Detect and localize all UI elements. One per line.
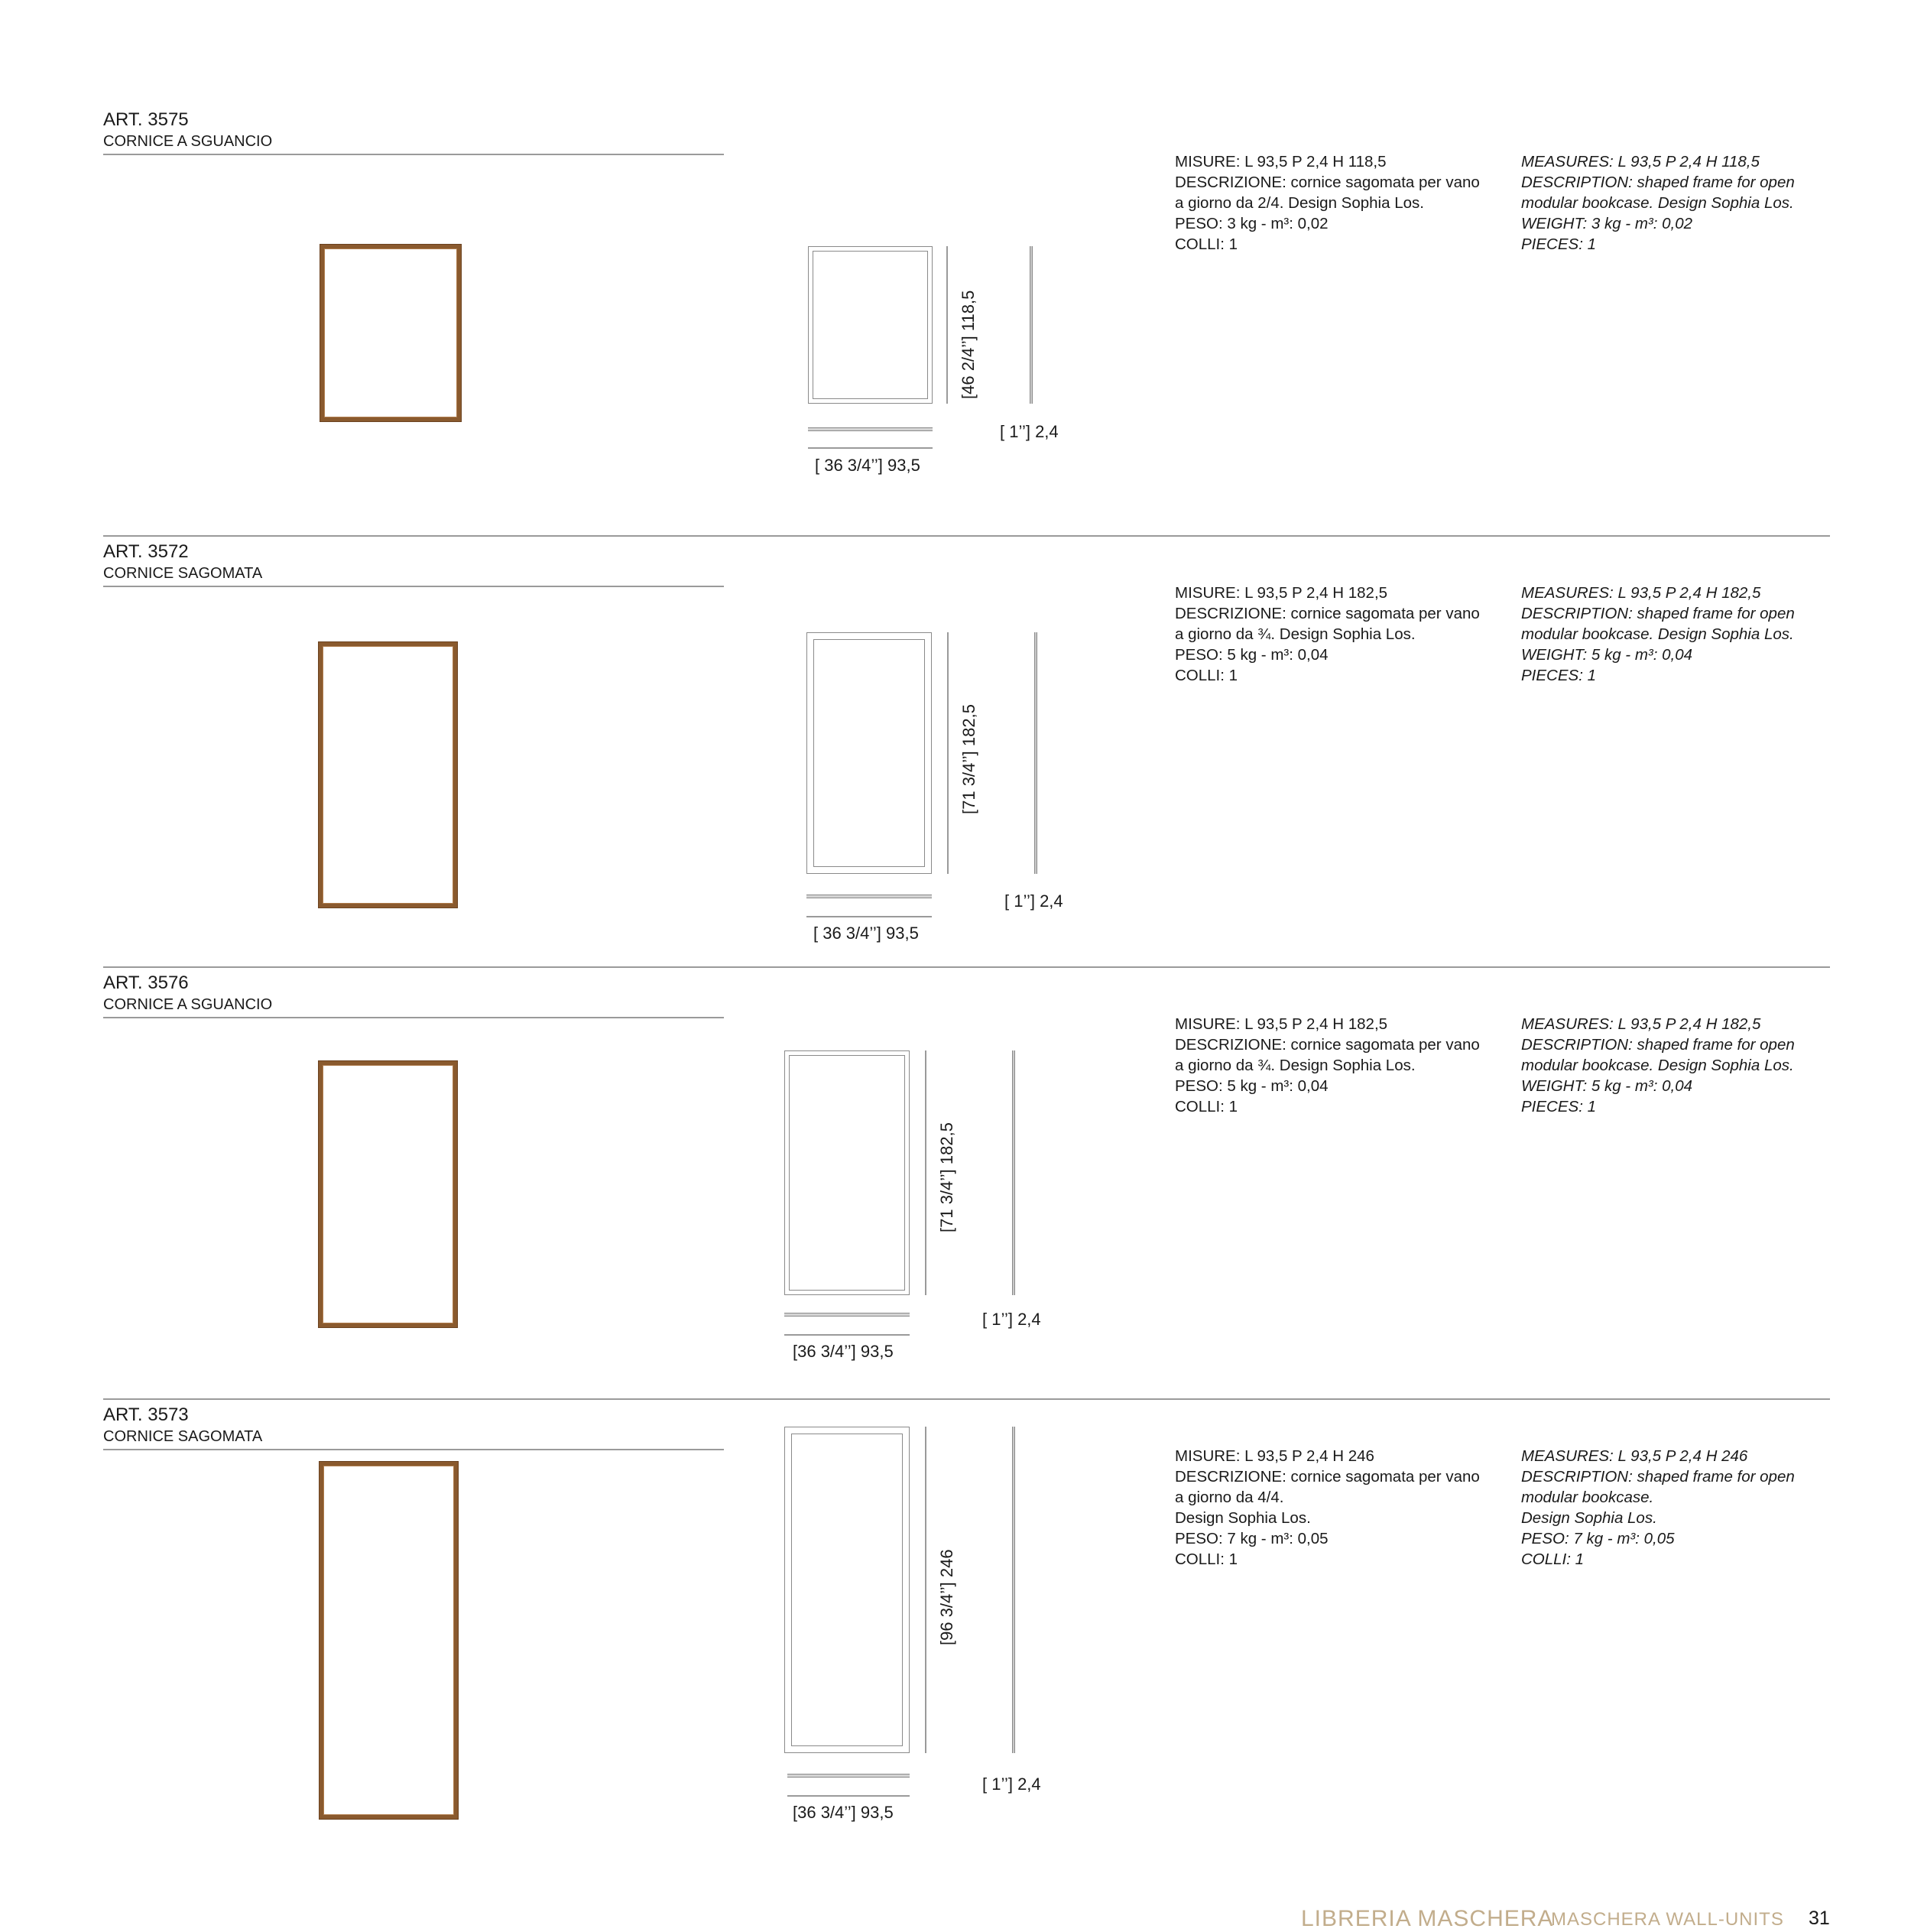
spec-line: COLLI: 1 [1175, 1550, 1238, 1568]
article-name: CORNICE A SGUANCIO [103, 996, 273, 1013]
spec-english [1521, 1014, 1795, 1117]
spec-line: MEASURES: L 93,5 P 2,4 H 182,5 [1521, 584, 1761, 602]
frame-bottom-drawing [808, 427, 933, 431]
spec-line: modular bookcase. Design Sophia Los. [1521, 194, 1794, 212]
spec-line: PESO: 5 kg - m³: 0,04 [1175, 646, 1329, 664]
spec-line: MISURE: L 93,5 P 2,4 H 118,5 [1175, 153, 1387, 170]
frame-bottom-drawing [784, 1313, 910, 1317]
depth-dimension-label: [ 1’’] 2,4 [982, 1775, 1041, 1794]
width-dimension-line [808, 447, 933, 449]
title-underline [103, 1017, 724, 1018]
width-dimension-label: [ 36 3/4’’] 93,5 [815, 456, 920, 475]
spec-line: a giorno da ¾. Design Sophia Los. [1175, 1057, 1416, 1074]
spec-line: DESCRIZIONE: cornice sagomata per vano [1175, 174, 1480, 191]
footer-subtitle: MASCHERA WALL-UNITS [1551, 1909, 1784, 1930]
spec-line: Design Sophia Los. [1521, 1509, 1657, 1527]
frame-photo [319, 1061, 457, 1327]
frame-front-drawing [806, 632, 932, 874]
spec-line: MEASURES: L 93,5 P 2,4 H 118,5 [1521, 153, 1760, 170]
spec-italian [1175, 1446, 1480, 1570]
spec-line: PESO: 7 kg - m³: 0,05 [1521, 1530, 1675, 1547]
frame-side-drawing [1034, 632, 1037, 874]
spec-line: COLLI: 1 [1521, 1550, 1585, 1568]
height-dimension-line [925, 1427, 926, 1753]
spec-line: PESO: 7 kg - m³: 0,05 [1175, 1530, 1329, 1547]
spec-english [1521, 151, 1795, 255]
spec-line: modular bookcase. Design Sophia Los. [1521, 625, 1794, 643]
article-name: CORNICE A SGUANCIO [103, 133, 273, 150]
title-underline [103, 586, 724, 587]
frame-bottom-drawing [806, 895, 932, 898]
section-divider [103, 1398, 1830, 1400]
spec-line: COLLI: 1 [1175, 235, 1238, 253]
spec-line: COLLI: 1 [1175, 1098, 1238, 1115]
height-dimension-line [947, 632, 949, 874]
spec-line: WEIGHT: 5 kg - m³: 0,04 [1521, 1077, 1693, 1095]
spec-line: DESCRIZIONE: cornice sagomata per vano [1175, 1468, 1480, 1486]
spec-line: PIECES: 1 [1521, 667, 1596, 684]
spec-line: PESO: 5 kg - m³: 0,04 [1175, 1077, 1329, 1095]
width-dimension-label: [36 3/4’’] 93,5 [793, 1803, 894, 1822]
depth-dimension-label: [ 1’’] 2,4 [1000, 422, 1059, 441]
frame-bottom-drawing [787, 1774, 910, 1778]
spec-line: a giorno da 2/4. Design Sophia Los. [1175, 194, 1424, 212]
spec-line: modular bookcase. Design Sophia Los. [1521, 1057, 1794, 1074]
frame-front-drawing [784, 1427, 910, 1753]
spec-line: DESCRIPTION: shaped frame for open [1521, 605, 1795, 622]
spec-line: DESCRIPTION: shaped frame for open [1521, 174, 1795, 191]
section-divider [103, 535, 1830, 537]
spec-line: MISURE: L 93,5 P 2,4 H 182,5 [1175, 584, 1388, 602]
spec-line: MISURE: L 93,5 P 2,4 H 182,5 [1175, 1015, 1388, 1033]
title-underline [103, 1449, 724, 1450]
spec-line: DESCRIZIONE: cornice sagomata per vano [1175, 1036, 1480, 1054]
frame-front-drawing [808, 246, 933, 404]
spec-italian [1175, 583, 1480, 686]
spec-line: a giorno da 4/4. [1175, 1489, 1284, 1506]
width-dimension-line [784, 1334, 910, 1336]
width-dimension-label: [ 36 3/4’’] 93,5 [813, 924, 919, 943]
spec-line: a giorno da ¾. Design Sophia Los. [1175, 625, 1416, 643]
depth-dimension-label: [ 1’’] 2,4 [982, 1310, 1041, 1329]
frame-front-drawing [784, 1050, 910, 1295]
article-name: CORNICE SAGOMATA [103, 565, 263, 582]
footer-brand: LIBRERIA MASCHERA [1301, 1906, 1554, 1931]
spec-italian [1175, 1014, 1480, 1117]
spec-line: WEIGHT: 3 kg - m³: 0,02 [1521, 215, 1693, 232]
height-dimension-label: [71 3/4’’] 182,5 [959, 704, 978, 814]
article-code: ART. 3573 [103, 1404, 189, 1425]
spec-line: WEIGHT: 5 kg - m³: 0,04 [1521, 646, 1693, 664]
frame-photo [319, 642, 457, 908]
depth-dimension-label: [ 1’’] 2,4 [1004, 891, 1063, 911]
spec-italian [1175, 151, 1480, 255]
height-dimension-label: [96 3/4’’] 246 [937, 1549, 956, 1645]
spec-line: modular bookcase. [1521, 1489, 1654, 1506]
spec-line: PIECES: 1 [1521, 235, 1596, 253]
article-name: CORNICE SAGOMATA [103, 1428, 263, 1445]
spec-line: MEASURES: L 93,5 P 2,4 H 182,5 [1521, 1015, 1761, 1033]
frame-photo [320, 245, 461, 421]
spec-english [1521, 1446, 1795, 1570]
spec-line: PESO: 3 kg - m³: 0,02 [1175, 215, 1329, 232]
height-dimension-label: [71 3/4’’] 182,5 [937, 1122, 956, 1232]
title-underline [103, 154, 724, 155]
spec-line: PIECES: 1 [1521, 1098, 1596, 1115]
frame-side-drawing [1030, 246, 1033, 404]
article-code: ART. 3572 [103, 541, 189, 562]
width-dimension-line [806, 916, 932, 917]
article-code: ART. 3575 [103, 109, 189, 130]
spec-line: DESCRIPTION: shaped frame for open [1521, 1036, 1795, 1054]
spec-line: MISURE: L 93,5 P 2,4 H 246 [1175, 1447, 1374, 1465]
width-dimension-line [787, 1795, 910, 1797]
spec-line: DESCRIZIONE: cornice sagomata per vano [1175, 605, 1480, 622]
width-dimension-label: [36 3/4’’] 93,5 [793, 1342, 894, 1361]
frame-side-drawing [1012, 1427, 1015, 1753]
frame-side-drawing [1012, 1050, 1015, 1295]
height-dimension-line [925, 1050, 926, 1295]
page-number: 31 [1809, 1908, 1830, 1929]
spec-line: DESCRIPTION: shaped frame for open [1521, 1468, 1795, 1486]
section-divider [103, 966, 1830, 968]
frame-photo [320, 1462, 458, 1819]
article-code: ART. 3576 [103, 972, 189, 993]
height-dimension-line [946, 246, 948, 404]
spec-line: COLLI: 1 [1175, 667, 1238, 684]
spec-line: Design Sophia Los. [1175, 1509, 1311, 1527]
spec-english [1521, 583, 1795, 686]
spec-line: MEASURES: L 93,5 P 2,4 H 246 [1521, 1447, 1748, 1465]
height-dimension-label: [46 2/4’’] 118,5 [959, 290, 978, 399]
